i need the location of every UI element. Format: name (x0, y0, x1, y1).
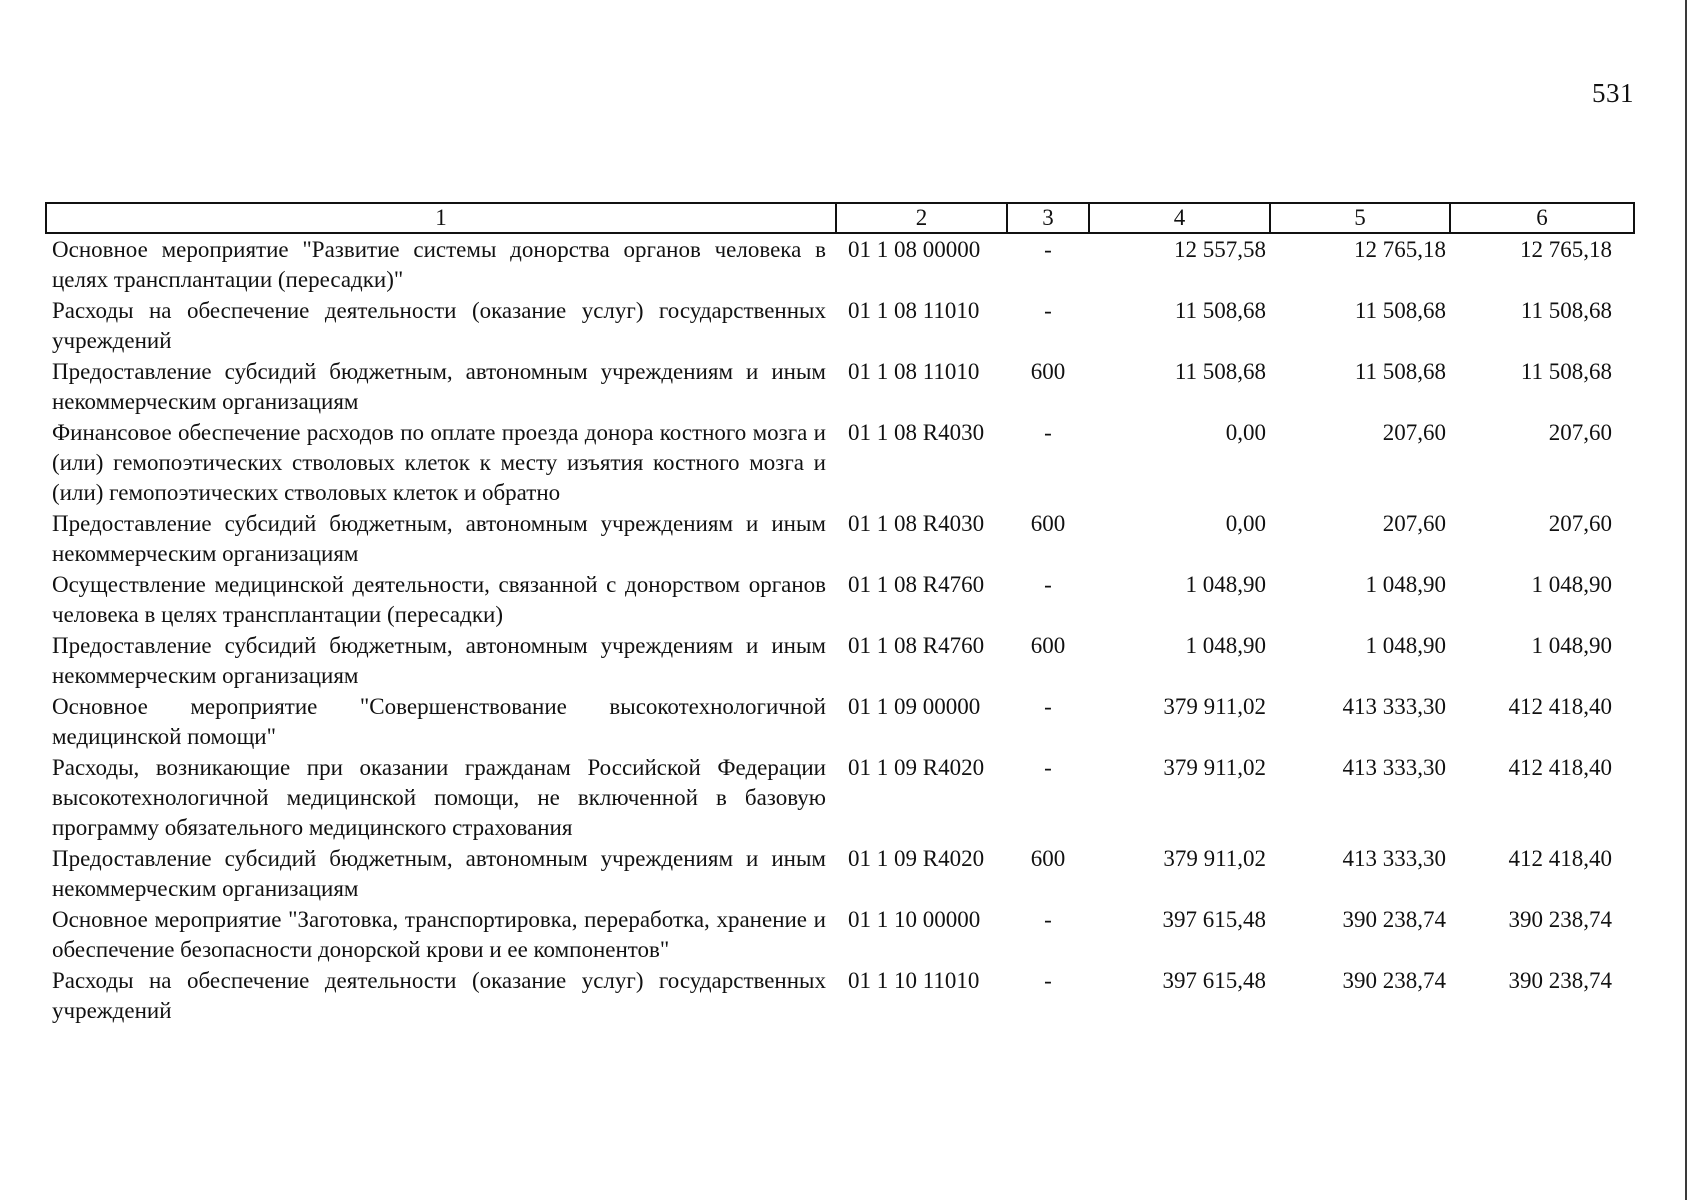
row-value-6: 1 048,90 (1531, 572, 1612, 597)
row-vr: - (1044, 694, 1052, 719)
row-code: 01 1 10 00000 (848, 907, 981, 932)
table-row (46, 630, 1634, 691)
row-vr: - (1044, 907, 1052, 932)
header-col-5: 5 (1270, 203, 1450, 233)
table-row (46, 417, 1634, 508)
row-code: 01 1 08 00000 (848, 237, 981, 262)
row-vr: - (1044, 237, 1052, 262)
row-value-4: 397 615,48 (1162, 907, 1266, 932)
header-col-3: 3 (1007, 203, 1089, 233)
row-name: Расходы на обеспечение деятельности (оказание услуг) государственных учреждений (52, 968, 826, 1023)
row-value-4: 1 048,90 (1185, 572, 1266, 597)
row-value-5: 390 238,74 (1342, 968, 1446, 993)
row-vr: - (1044, 572, 1052, 597)
row-value-5: 11 508,68 (1354, 359, 1446, 384)
row-value-6: 412 418,40 (1508, 846, 1612, 871)
table-row (46, 356, 1634, 417)
row-code: 01 1 09 00000 (848, 694, 981, 719)
row-code: 01 1 08 R4760 (848, 572, 985, 597)
row-value-4: 1 048,90 (1185, 633, 1266, 658)
row-value-5: 1 048,90 (1365, 572, 1446, 597)
row-value-5: 413 333,30 (1342, 846, 1446, 871)
row-value-4: 0,00 (1225, 420, 1266, 445)
row-value-6: 390 238,74 (1508, 907, 1612, 932)
row-value-5: 413 333,30 (1342, 694, 1446, 719)
row-value-6: 11 508,68 (1520, 359, 1612, 384)
header-col-4: 4 (1089, 203, 1270, 233)
table-row (46, 295, 1634, 356)
row-vr: 600 (1030, 511, 1066, 536)
row-value-4: 379 911,02 (1163, 694, 1266, 719)
row-name: Предоставление субсидий бюджетным, автономным учреждениям и иным некоммерческим организациям (52, 511, 826, 566)
row-value-5: 207,60 (1382, 420, 1446, 445)
page-edge-line (1685, 0, 1687, 1200)
header-col-6: 6 (1450, 203, 1634, 233)
table-header-row (46, 203, 1634, 233)
table-row (46, 752, 1634, 843)
row-vr: - (1044, 298, 1052, 323)
table-row (46, 569, 1634, 630)
row-value-4: 397 615,48 (1162, 968, 1266, 993)
row-value-4: 11 508,68 (1174, 359, 1266, 384)
row-code: 01 1 10 11010 (848, 968, 980, 993)
row-name: Предоставление субсидий бюджетным, автономным учреждениям и иным некоммерческим организациям (52, 633, 826, 688)
table-row (46, 691, 1634, 752)
row-vr: - (1044, 755, 1052, 780)
row-vr: - (1044, 420, 1052, 445)
row-value-4: 12 557,58 (1174, 237, 1266, 262)
row-value-6: 12 765,18 (1520, 237, 1612, 262)
row-name: Предоставление субсидий бюджетным, автономным учреждениям и иным некоммерческим организациям (52, 359, 826, 414)
row-value-6: 390 238,74 (1508, 968, 1612, 993)
row-value-4: 379 911,02 (1163, 755, 1266, 780)
row-name: Осуществление медицинской деятельности, связанной с донорством органов человека в целях трансплантации (пересадки) (52, 572, 826, 627)
row-value-5: 1 048,90 (1365, 633, 1446, 658)
row-name: Основное мероприятие "Совершенствование высокотехнологичной медицинской помощи" (52, 694, 826, 749)
row-code: 01 1 08 R4030 (848, 420, 985, 445)
table-header (46, 203, 1634, 233)
table-row (46, 843, 1634, 904)
row-name: Основное мероприятие "Заготовка, транспортировка, переработка, хранение и обеспечение безопасности донорской крови и ее компонентов" (52, 907, 826, 962)
row-value-5: 207,60 (1382, 511, 1446, 536)
row-vr: 600 (1030, 359, 1066, 384)
row-value-6: 207,60 (1548, 511, 1612, 536)
row-name: Основное мероприятие "Развитие системы донорства органов человека в целях трансплантации (пересадки)" (52, 237, 826, 292)
row-name: Расходы, возникающие при оказании гражданам Российской Федерации высокотехнологичной медицинской помощи, не включенной в базовую программу обязательного медицинского страхования (52, 755, 826, 840)
row-value-4: 11 508,68 (1174, 298, 1266, 323)
row-value-4: 379 911,02 (1163, 846, 1266, 871)
row-name: Финансовое обеспечение расходов по оплате проезда донора костного мозга и (или) гемопоэтических стволовых клеток к месту изъятия костного мозга и (или) гемопоэтических стволовых клеток и обратно (52, 420, 826, 505)
row-name: Предоставление субсидий бюджетным, автономным учреждениям и иным некоммерческим организациям (52, 846, 826, 901)
row-value-6: 207,60 (1548, 420, 1612, 445)
row-vr: 600 (1030, 633, 1066, 658)
row-name: Расходы на обеспечение деятельности (оказание услуг) государственных учреждений (52, 298, 826, 353)
row-value-5: 390 238,74 (1342, 907, 1446, 932)
header-col-1: 1 (46, 203, 836, 233)
row-code: 01 1 08 11010 (848, 359, 980, 384)
row-value-4: 0,00 (1225, 511, 1266, 536)
row-code: 01 1 09 R4020 (848, 755, 985, 780)
row-value-5: 413 333,30 (1342, 755, 1446, 780)
row-value-6: 412 418,40 (1508, 755, 1612, 780)
row-value-6: 412 418,40 (1508, 694, 1612, 719)
row-value-6: 1 048,90 (1531, 633, 1612, 658)
table-row (46, 233, 1634, 295)
row-code: 01 1 09 R4020 (848, 846, 985, 871)
row-value-6: 11 508,68 (1520, 298, 1612, 323)
row-code: 01 1 08 11010 (848, 298, 980, 323)
table-row (46, 508, 1634, 569)
row-vr: - (1044, 968, 1052, 993)
row-code: 01 1 08 R4030 (848, 511, 985, 536)
row-vr: 600 (1030, 846, 1066, 871)
table-row (46, 965, 1634, 1026)
page-number: 531 (1592, 78, 1634, 108)
budget-table (45, 202, 1635, 1026)
row-value-5: 11 508,68 (1354, 298, 1446, 323)
table-row (46, 904, 1634, 965)
header-col-2: 2 (836, 203, 1007, 233)
budget-table-container (45, 202, 1633, 1026)
row-code: 01 1 08 R4760 (848, 633, 985, 658)
row-value-5: 12 765,18 (1354, 237, 1446, 262)
table-body (46, 233, 1634, 1026)
